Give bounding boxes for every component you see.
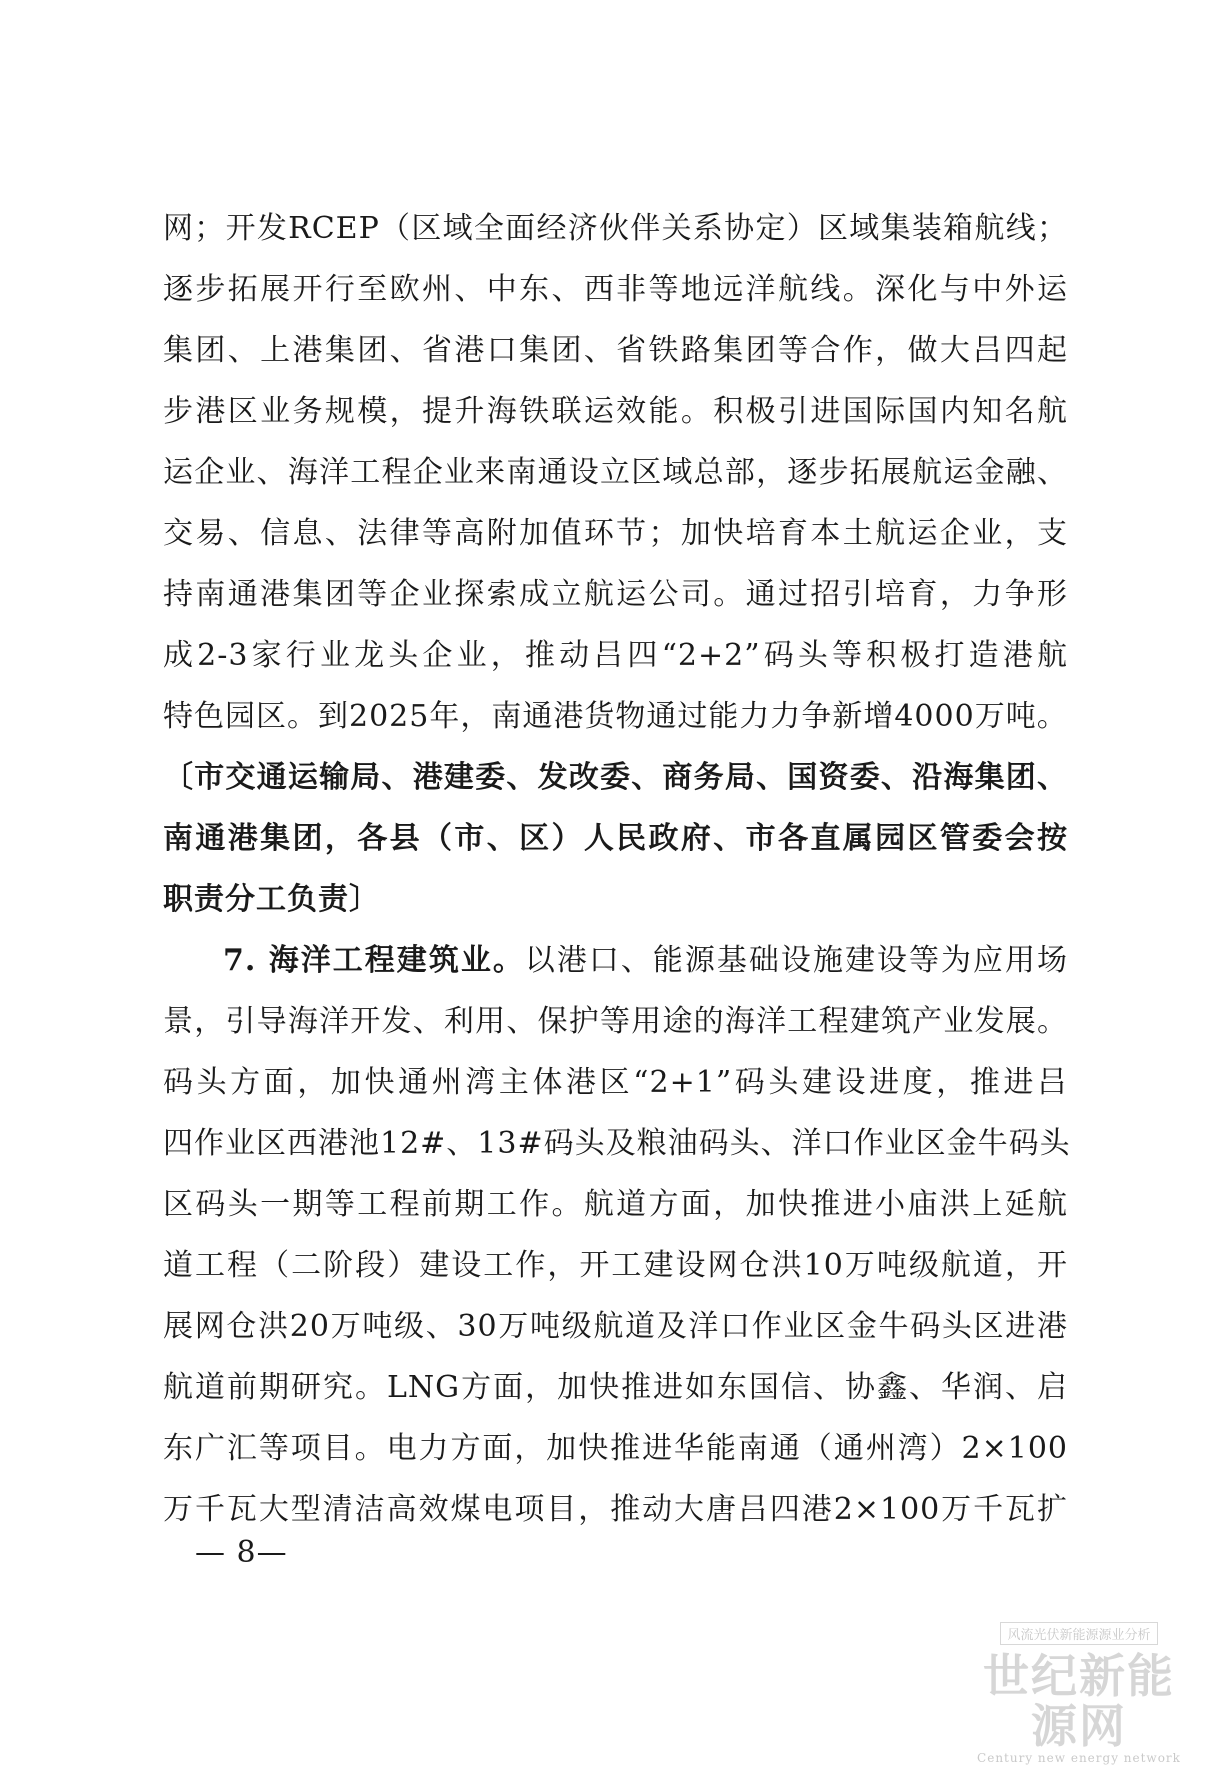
text-span: 以港口、能源基础设施建设等为应用场 — [524, 943, 1069, 978]
section-heading-line — [163, 930, 1068, 991]
text-line: 运企业、海洋工程企业来南通设立区域总部，逐步拓展航运金融、 — [163, 455, 1068, 490]
text-line: 交易、信息、法律等高附加值环节；加快培育本土航运企业，支 — [163, 516, 1068, 551]
text-line: 逐步拓展开行至欧州、中东、西非等地远洋航线。深化与中外运 — [163, 272, 1068, 307]
text-line: 特色园区。到2025年，南通港货物通过能力力争新增4000万吨。 — [163, 699, 1068, 734]
section-heading: 7. 海洋工程建筑业。 — [223, 943, 525, 978]
text-line: 景，引导海洋开发、利用、保护等用途的海洋工程建筑产业发展。 — [163, 1004, 1068, 1039]
watermark-tagline: 风流光伏新能源源业分析 — [1000, 1622, 1157, 1645]
page-number: — 8— — [195, 1535, 288, 1570]
text-line: 区码头一期等工程前期工作。航道方面，加快推进小庙洪上延航 — [163, 1187, 1068, 1222]
text-line: 网；开发RCEP（区域全面经济伙伴关系协定）区域集装箱航线； — [163, 211, 1068, 246]
responsible-departments-line: 〔市交通运输局、港建委、发改委、商务局、国资委、沿海集团、 — [163, 760, 1068, 795]
watermark-logo-text: 世纪新能源网 — [983, 1649, 1175, 1753]
text-line: 东广汇等项目。电力方面，加快推进华能南通（通州湾）2×100 — [163, 1431, 1068, 1466]
watermark — [964, 1622, 1194, 1765]
text-line: 道工程（二阶段）建设工作，开工建设网仓洪10万吨级航道，开 — [163, 1248, 1068, 1283]
watermark-subtitle: Century new energy network — [977, 1751, 1181, 1765]
text-line: 成2-3家行业龙头企业，推动吕四“2+2”码头等积极打造港航 — [163, 638, 1068, 673]
text-line: 万千瓦大型清洁高效煤电项目，推动大唐吕四港2×100万千瓦扩 — [163, 1492, 1068, 1527]
text-line: 展网仓洪20万吨级、30万吨级航道及洋口作业区金牛码头区进港 — [163, 1309, 1068, 1344]
text-line: 四作业区西港池12#、13#码头及粮油码头、洋口作业区金牛码头 — [163, 1126, 1071, 1161]
text-line: 集团、上港集团、省港口集团、省铁路集团等合作，做大吕四起 — [163, 333, 1068, 368]
text-line: 航道前期研究。LNG方面，加快推进如东国信、协鑫、华润、启 — [163, 1370, 1068, 1405]
text-line: 持南通港集团等企业探索成立航运公司。通过招引培育，力争形 — [163, 577, 1068, 612]
responsible-departments-line: 职责分工负责〕 — [163, 882, 380, 917]
text-line: 码头方面，加快通州湾主体港区“2+1”码头建设进度，推进吕 — [163, 1065, 1068, 1100]
body-text — [163, 198, 1071, 1540]
text-line: 步港区业务规模，提升海铁联运效能。积极引进国际国内知名航 — [163, 394, 1068, 429]
responsible-departments-line: 南通港集团，各县（市、区）人民政府、市各直属园区管委会按 — [163, 821, 1068, 856]
